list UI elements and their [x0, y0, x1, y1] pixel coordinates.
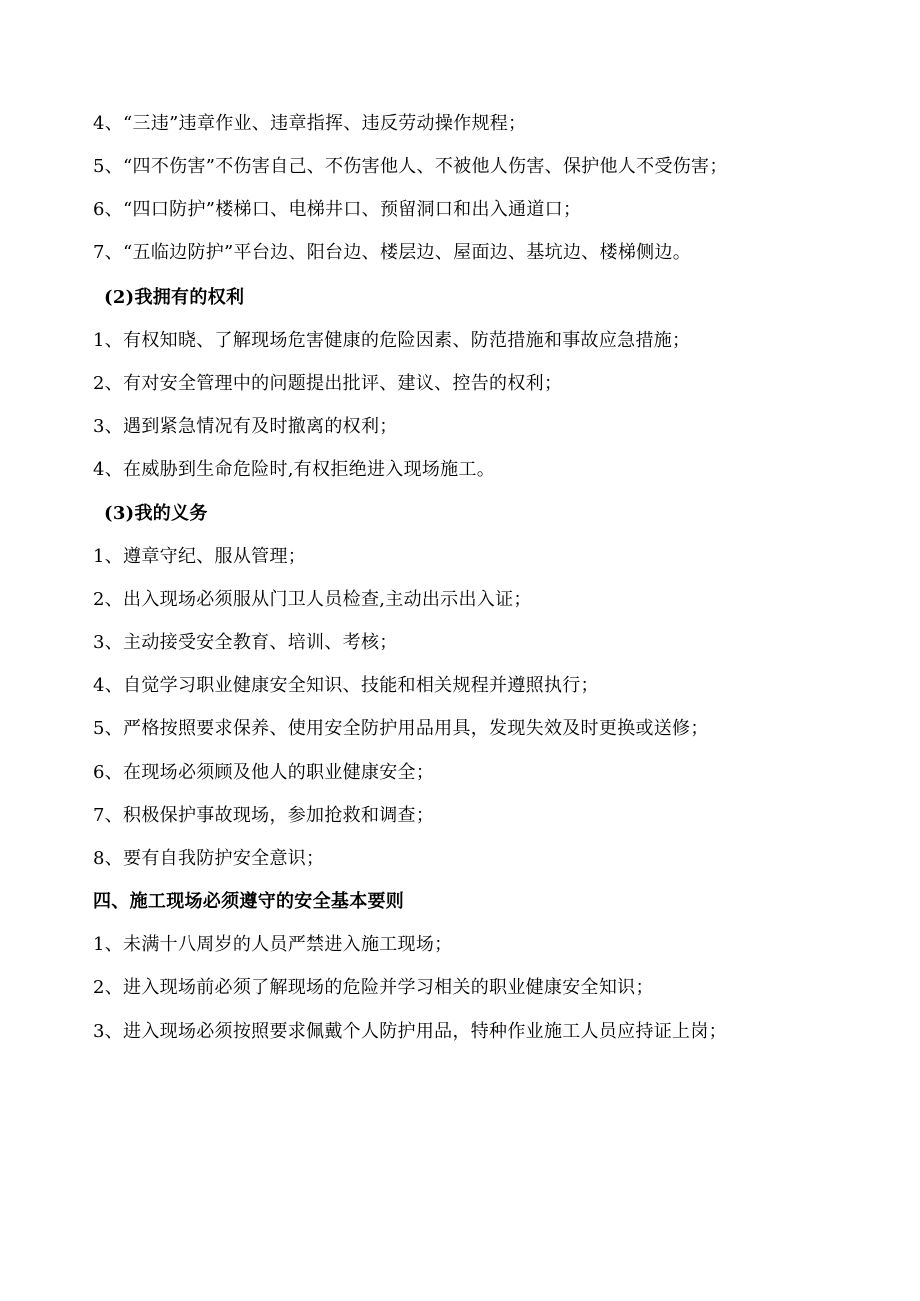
list-item: 6、在现场必须顾及他人的职业健康安全；	[93, 762, 435, 783]
rights-heading: (2)我拥有的权利	[104, 287, 245, 308]
list-item: 3、进入现场必须按照要求佩戴个人防护用品，特种作业施工人员应持证上岗；	[93, 1021, 727, 1042]
list-item: 8、要有自我防护安全意识；	[93, 848, 325, 869]
list-item: 4、自觉学习职业健康安全知识、技能和相关规程并遵照执行；	[93, 675, 599, 696]
list-item: 3、遇到紧急情况有及时撤离的权利；	[93, 416, 398, 437]
list-item: 3、主动接受安全教育、培训、考核；	[93, 632, 398, 653]
list-item: 6、“四口防护”楼梯口、电梯井口、预留洞口和出入通道口；	[93, 199, 582, 220]
list-item: 2、有对安全管理中的问题提出批评、建议、控告的权利；	[93, 373, 563, 394]
list-item: 4、“三违”违章作业、违章指挥、违反劳动操作规程；	[93, 113, 527, 134]
list-item: 5、“四不伤害”不伤害自己、不伤害他人、不被他人伤害、保护他人不受伤害；	[93, 156, 728, 177]
list-item: 2、进入现场前必须了解现场的危险并学习相关的职业健康安全知识；	[93, 977, 654, 998]
list-item: 7、积极保护事故现场，参加抢救和调查；	[93, 805, 435, 826]
list-item: 5、严格按照要求保养、使用安全防护用品用具，发现失效及时更换或送修；	[93, 718, 709, 739]
list-item: 1、有权知晓、了解现场危害健康的危险因素、防范措施和事故应急措施；	[93, 330, 691, 351]
list-item: 1、未满十八周岁的人员严禁进入施工现场；	[93, 934, 453, 955]
list-item: 4、在威胁到生命危险时,有权拒绝进入现场施工。	[93, 459, 496, 480]
section-heading: 四、施工现场必须遵守的安全基本要则	[93, 891, 405, 912]
list-item: 7、“五临边防护”平台边、阳台边、楼层边、屋面边、基坑边、楼梯侧边。	[93, 242, 692, 263]
list-item: 1、遵章守纪、服从管理；	[93, 546, 307, 567]
list-item: 2、出入现场必须服从门卫人员检查,主动出示出入证；	[93, 589, 532, 610]
duties-heading: (3)我的义务	[104, 503, 208, 524]
